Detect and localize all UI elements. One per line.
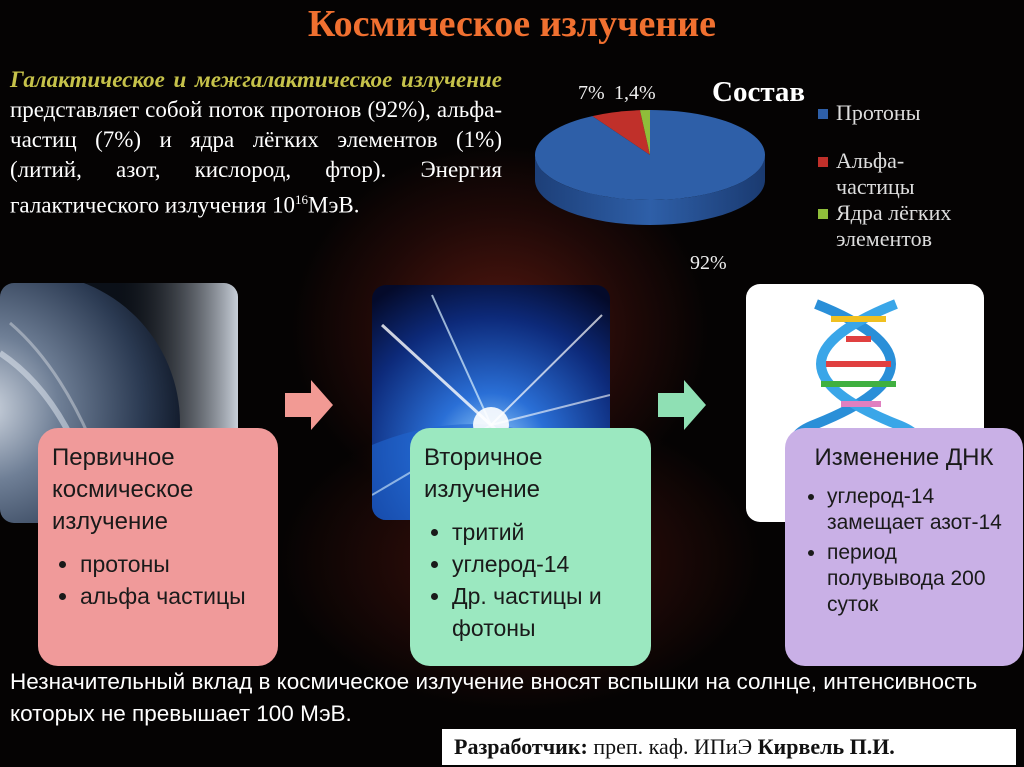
arrow-right-2	[658, 380, 706, 430]
list-item: • тритий	[452, 516, 637, 548]
pie-slice-protons	[535, 110, 765, 200]
pie-chart	[525, 100, 775, 230]
intro-paragraph	[10, 65, 502, 221]
list-item: • период полувывода 200 суток	[827, 540, 1009, 618]
legend-label-alpha: Альфа-частицы	[836, 148, 915, 199]
intro-highlight-2: излучение	[401, 67, 502, 92]
legend-swatch-light	[818, 209, 828, 219]
pie-label-alpha: 7%	[578, 82, 605, 104]
pie-label-protons: 92%	[690, 252, 727, 274]
legend-item-light	[818, 200, 1006, 252]
intro-highlight: Галактическое и межгалактическое	[10, 67, 393, 92]
primary-radiation-heading: Первичное космическое излучение	[52, 444, 194, 535]
slide-title: Космическое излучение	[307, 3, 717, 45]
intro-text-end: МэВ.	[308, 192, 360, 218]
list-item: • Др. частицы и фотоны	[452, 580, 637, 644]
legend-label-protons: Протоны	[836, 100, 921, 125]
dna-change-heading: Изменение ДНК	[814, 444, 994, 471]
legend-label-light: Ядра лёгких элементов	[836, 200, 952, 251]
credit-label: Разработчик:	[454, 734, 588, 759]
credit-name: Кирвель П.И.	[757, 734, 895, 759]
arrow-right-1	[285, 380, 333, 430]
chart-title: Состав	[712, 76, 806, 108]
list-item: • альфа частицы	[80, 580, 264, 612]
credit-text: преп. каф. ИПиЭ	[587, 734, 758, 759]
dna-change-box	[785, 428, 1023, 666]
intro-exponent: 16	[295, 192, 309, 207]
legend-swatch-protons	[818, 109, 828, 119]
list-item: • углерод-14 замещает азот-14	[827, 484, 1009, 536]
bottom-note: Незначительный вклад в космическое излучение вносят вспышки на солнце, интенсивность которых не превышает 100 МэВ.	[10, 669, 978, 726]
legend-item-alpha	[818, 148, 956, 200]
legend-swatch-alpha	[818, 157, 828, 167]
pie-label-light: 1,4%	[614, 82, 656, 104]
primary-radiation-box	[38, 428, 278, 666]
secondary-radiation-box	[410, 428, 651, 666]
secondary-radiation-heading: Вторичное излучение	[424, 444, 543, 503]
list-item: • углерод-14	[452, 548, 637, 580]
author-credit	[442, 729, 1016, 765]
chart-legend	[818, 100, 1018, 252]
intro-text: представляет собой поток протонов (92%), альфа-частиц (7%) и ядра лёгких элементов (1%) (литий, азот, кислород, фтор). Энергия галактического излучения 10	[10, 97, 502, 218]
legend-item-protons	[818, 100, 1018, 126]
list-item: • протоны	[80, 548, 264, 580]
